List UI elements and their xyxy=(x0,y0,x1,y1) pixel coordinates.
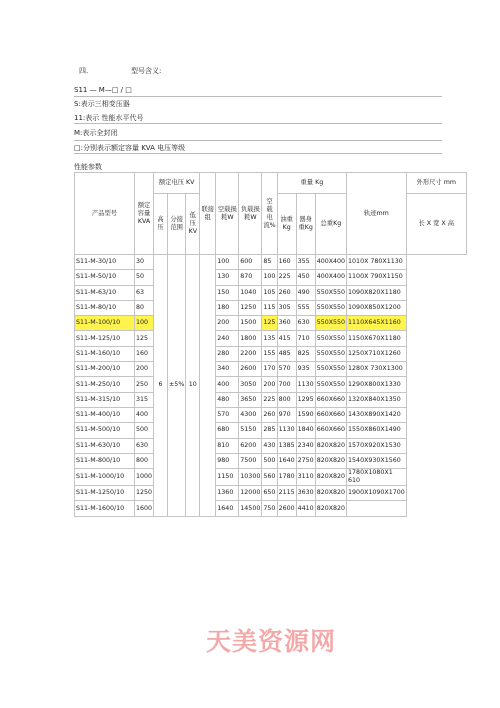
cell-gauge: 820X820 xyxy=(315,501,346,516)
cell-model: S11-M-400/10 xyxy=(75,407,135,422)
cell-model: S11-M-160/10 xyxy=(75,346,135,361)
cell-body-weight: 225 xyxy=(277,270,296,285)
cell-load-loss: 6200 xyxy=(239,438,262,453)
cell-body-weight: 360 xyxy=(277,316,296,331)
cell-total-weight: 490 xyxy=(296,285,315,300)
cell-no-load-loss: 340 xyxy=(216,362,239,377)
cell-load-loss: 10300 xyxy=(239,469,262,486)
header-lv: 低压KV xyxy=(186,194,200,255)
cell-body-weight: 2115 xyxy=(277,486,296,501)
cell-load-loss: 1250 xyxy=(239,300,262,315)
cell-tap-merged: ±5% xyxy=(168,255,186,517)
cell-lv-merged: 10 xyxy=(186,255,200,517)
header-no-load-loss: 空载损耗W xyxy=(216,173,239,255)
section-number: 四. xyxy=(79,67,89,75)
cell-gauge: 550X550 xyxy=(315,331,346,346)
cell-oil-weight: 125 xyxy=(262,316,277,331)
cell-no-load-loss: 130 xyxy=(216,270,239,285)
cell-total-weight: 555 xyxy=(296,300,315,315)
cell-load-loss: 1800 xyxy=(239,331,262,346)
cell-body-weight: 260 xyxy=(277,285,296,300)
meaning-line-4: □:分别表示额定容量 KVA 电压等级 xyxy=(74,144,186,152)
cell-total-weight: 825 xyxy=(296,346,315,361)
cell-no-load-loss: 980 xyxy=(216,453,239,468)
cell-no-load-loss: 480 xyxy=(216,392,239,407)
cell-load-loss: 2200 xyxy=(239,346,262,361)
cell-gauge: 400X400 xyxy=(315,255,346,270)
meaning-line-2: 11:表示 性能水平代号 xyxy=(74,114,144,122)
cell-gauge: 660X660 xyxy=(315,392,346,407)
cell-oil-weight: 750 xyxy=(262,501,277,516)
cell-capacity: 500 xyxy=(135,423,154,438)
cell-dimensions xyxy=(347,501,407,516)
cell-oil-weight: 135 xyxy=(262,331,277,346)
cell-total-weight: 450 xyxy=(296,270,315,285)
table-row xyxy=(75,346,467,361)
cell-no-load-loss: 570 xyxy=(216,407,239,422)
cell-no-load-loss: 240 xyxy=(216,331,239,346)
cell-no-load-loss: 280 xyxy=(216,346,239,361)
cell-capacity: 160 xyxy=(135,346,154,361)
cell-dimensions: 1900X1090X1700 xyxy=(347,486,407,501)
header-gauge: 轨迹mm xyxy=(347,173,407,255)
cell-load-loss: 2600 xyxy=(239,362,262,377)
cell-dimensions: 1110X645X1160 xyxy=(347,316,407,331)
header-total-weight: 总重Kg xyxy=(315,194,346,255)
cell-load-loss: 1040 xyxy=(239,285,262,300)
cell-oil-weight: 500 xyxy=(262,453,277,468)
cell-total-weight: 1295 xyxy=(296,392,315,407)
table-row xyxy=(75,438,467,453)
cell-dimensions: 1540X930X1560 xyxy=(347,453,407,468)
table-row xyxy=(75,285,467,300)
table-row xyxy=(75,300,467,315)
cell-gauge: 660X660 xyxy=(315,423,346,438)
meaning-line-1: S:表示三相变压器 xyxy=(74,100,130,108)
cell-load-loss: 4300 xyxy=(239,407,262,422)
cell-load-loss: 3650 xyxy=(239,392,262,407)
cell-capacity: 30 xyxy=(135,255,154,270)
cell-no-load-loss: 1640 xyxy=(216,501,239,516)
cell-body-weight: 1780 xyxy=(277,469,296,486)
cell-model: S11-M-200/10 xyxy=(75,362,135,377)
cell-no-load-loss: 1150 xyxy=(216,469,239,486)
table-row xyxy=(75,255,467,270)
cell-total-weight: 2340 xyxy=(296,438,315,453)
cell-model: S11-M-800/10 xyxy=(75,453,135,468)
cell-model: S11-M-125/10 xyxy=(75,331,135,346)
cell-body-weight: 485 xyxy=(277,346,296,361)
header-load-loss: 负载损耗W xyxy=(239,173,262,255)
cell-oil-weight: 225 xyxy=(262,392,277,407)
cell-body-weight: 1130 xyxy=(277,423,296,438)
cell-dimensions: 1150X670X1180 xyxy=(347,331,407,346)
cell-no-load-loss: 400 xyxy=(216,377,239,392)
header-capacity: 额定容量KVA xyxy=(135,173,154,255)
cell-gauge: 820X820 xyxy=(315,453,346,468)
cell-dimensions: 1290X800X1330 xyxy=(347,377,407,392)
header-oil-weight: 油重Kg xyxy=(277,194,296,255)
cell-capacity: 1250 xyxy=(135,486,154,501)
cell-load-loss: 3050 xyxy=(239,377,262,392)
cell-load-loss: 870 xyxy=(239,270,262,285)
cell-total-weight: 630 xyxy=(296,316,315,331)
cell-dimensions: 1250X710X1260 xyxy=(347,346,407,361)
cell-oil-weight: 155 xyxy=(262,346,277,361)
table-row xyxy=(75,377,467,392)
cell-oil-weight: 200 xyxy=(262,377,277,392)
header-connection: 联接组 xyxy=(200,173,216,255)
cell-no-load-loss: 100 xyxy=(216,255,239,270)
cell-gauge: 820X820 xyxy=(315,469,346,486)
cell-total-weight: 1840 xyxy=(296,423,315,438)
table-row xyxy=(75,486,467,501)
cell-gauge: 550X550 xyxy=(315,346,346,361)
header-weight: 重量 Kg xyxy=(277,173,346,194)
cell-gauge: 820X820 xyxy=(315,486,346,501)
cell-capacity: 315 xyxy=(135,392,154,407)
cell-model: S11-M-250/10 xyxy=(75,377,135,392)
cell-capacity: 63 xyxy=(135,285,154,300)
cell-dimensions: 1010X 780X1130 xyxy=(347,255,407,270)
section-title: 型号含义: xyxy=(131,67,162,75)
cell-oil-weight: 85 xyxy=(262,255,277,270)
cell-capacity: 800 xyxy=(135,453,154,468)
cell-dimensions: 1090X850X1200 xyxy=(347,300,407,315)
cell-model: S11-M-500/10 xyxy=(75,423,135,438)
cell-gauge: 550X550 xyxy=(315,316,346,331)
cell-model: S11-M-1600/10 xyxy=(75,501,135,516)
cell-dimensions: 1430X890X1420 xyxy=(347,407,407,422)
cell-connection-merged xyxy=(200,255,216,517)
cell-total-weight: 3630 xyxy=(296,486,315,501)
cell-total-weight: 1130 xyxy=(296,377,315,392)
header-dimensions: 外形尺寸 mm xyxy=(406,173,466,194)
cell-no-load-loss: 150 xyxy=(216,285,239,300)
cell-model: S11-M-1250/10 xyxy=(75,486,135,501)
header-tap: 分接范围 xyxy=(168,194,186,255)
cell-load-loss: 12000 xyxy=(239,486,262,501)
table-row xyxy=(75,453,467,468)
cell-dimensions: 1550X860X1490 xyxy=(347,423,407,438)
cell-capacity: 50 xyxy=(135,270,154,285)
cell-model: S11-M-80/10 xyxy=(75,300,135,315)
table-row xyxy=(75,331,467,346)
cell-no-load-loss: 810 xyxy=(216,438,239,453)
cell-gauge: 820X820 xyxy=(315,438,346,453)
table-row xyxy=(75,270,467,285)
cell-capacity: 80 xyxy=(135,300,154,315)
cell-dimensions: 1100X 790X1150 xyxy=(347,270,407,285)
cell-capacity: 630 xyxy=(135,438,154,453)
divider xyxy=(74,153,442,154)
cell-oil-weight: 170 xyxy=(262,362,277,377)
cell-total-weight: 4410 xyxy=(296,501,315,516)
cell-model: S11-M-63/10 xyxy=(75,285,135,300)
cell-gauge: 550X550 xyxy=(315,300,346,315)
cell-dimensions: 1320X840X1350 xyxy=(347,392,407,407)
divider xyxy=(74,96,442,97)
cell-oil-weight: 115 xyxy=(262,300,277,315)
cell-total-weight: 2750 xyxy=(296,453,315,468)
table-row xyxy=(75,469,467,486)
cell-capacity: 1600 xyxy=(135,501,154,516)
cell-body-weight: 1385 xyxy=(277,438,296,453)
cell-total-weight: 3110 xyxy=(296,469,315,486)
cell-body-weight: 970 xyxy=(277,407,296,422)
cell-oil-weight: 260 xyxy=(262,407,277,422)
cell-body-weight: 700 xyxy=(277,377,296,392)
header-dimensions-sub: 长 X 宽 X 高 xyxy=(406,194,466,255)
cell-body-weight: 415 xyxy=(277,331,296,346)
cell-model: S11-M-50/10 xyxy=(75,270,135,285)
header-rated-voltage: 额定电压 KV xyxy=(154,173,200,194)
cell-body-weight: 160 xyxy=(277,255,296,270)
cell-oil-weight: 105 xyxy=(262,285,277,300)
cell-total-weight: 1590 xyxy=(296,407,315,422)
cell-body-weight: 2600 xyxy=(277,501,296,516)
cell-capacity: 400 xyxy=(135,407,154,422)
table-row xyxy=(75,407,467,422)
cell-capacity: 125 xyxy=(135,331,154,346)
cell-gauge: 550X550 xyxy=(315,285,346,300)
cell-body-weight: 570 xyxy=(277,362,296,377)
cell-model: S11-M-100/10 xyxy=(75,316,135,331)
table-row xyxy=(75,316,467,331)
cell-body-weight: 800 xyxy=(277,392,296,407)
header-body-weight: 器身重Kg xyxy=(296,194,315,255)
cell-dimensions: 1780X1080X1 610 xyxy=(347,469,407,486)
cell-oil-weight: 560 xyxy=(262,469,277,486)
performance-table xyxy=(74,172,467,517)
header-hv: 高压 xyxy=(154,194,168,255)
cell-capacity: 250 xyxy=(135,377,154,392)
header-model: 产品型号 xyxy=(75,173,135,255)
cell-no-load-loss: 680 xyxy=(216,423,239,438)
cell-hv-merged: 6 xyxy=(154,255,168,517)
cell-gauge: 400X400 xyxy=(315,270,346,285)
cell-load-loss: 5150 xyxy=(239,423,262,438)
cell-capacity: 1000 xyxy=(135,469,154,486)
cell-load-loss: 14500 xyxy=(239,501,262,516)
cell-oil-weight: 285 xyxy=(262,423,277,438)
watermark-logo: 天美资源网 xyxy=(206,627,337,656)
divider xyxy=(74,123,442,124)
cell-gauge: 660X660 xyxy=(315,407,346,422)
model-code: S11 — M—□ / □ xyxy=(74,86,132,94)
cell-capacity: 100 xyxy=(135,316,154,331)
cell-gauge: 550X550 xyxy=(315,377,346,392)
cell-no-load-loss: 180 xyxy=(216,300,239,315)
cell-capacity: 200 xyxy=(135,362,154,377)
cell-dimensions: 1090X820X1180 xyxy=(347,285,407,300)
header-no-load-current: 空载电流% xyxy=(262,173,277,255)
cell-oil-weight: 430 xyxy=(262,438,277,453)
cell-body-weight: 1640 xyxy=(277,453,296,468)
cell-oil-weight: 100 xyxy=(262,270,277,285)
cell-dimensions: 1570X920X1530 xyxy=(347,438,407,453)
cell-model: S11-M-1000/10 xyxy=(75,469,135,486)
meaning-line-3: M:表示全封闭 xyxy=(74,129,118,137)
cell-oil-weight: 650 xyxy=(262,486,277,501)
cell-total-weight: 710 xyxy=(296,331,315,346)
cell-model: S11-M-630/10 xyxy=(75,438,135,453)
cell-total-weight: 935 xyxy=(296,362,315,377)
cell-total-weight: 355 xyxy=(296,255,315,270)
cell-load-loss: 7500 xyxy=(239,453,262,468)
table-row xyxy=(75,501,467,516)
table-row xyxy=(75,392,467,407)
table-row xyxy=(75,362,467,377)
cell-model: S11-M-315/10 xyxy=(75,392,135,407)
divider xyxy=(74,140,442,141)
cell-load-loss: 600 xyxy=(239,255,262,270)
params-title: 性能参数 xyxy=(74,163,102,171)
cell-no-load-loss: 1360 xyxy=(216,486,239,501)
cell-no-load-loss: 200 xyxy=(216,316,239,331)
cell-model: S11-M-30/10 xyxy=(75,255,135,270)
cell-dimensions: 1280X 730X1300 xyxy=(347,362,407,377)
cell-body-weight: 305 xyxy=(277,300,296,315)
cell-load-loss: 1500 xyxy=(239,316,262,331)
table-row xyxy=(75,423,467,438)
cell-gauge: 550X550 xyxy=(315,362,346,377)
